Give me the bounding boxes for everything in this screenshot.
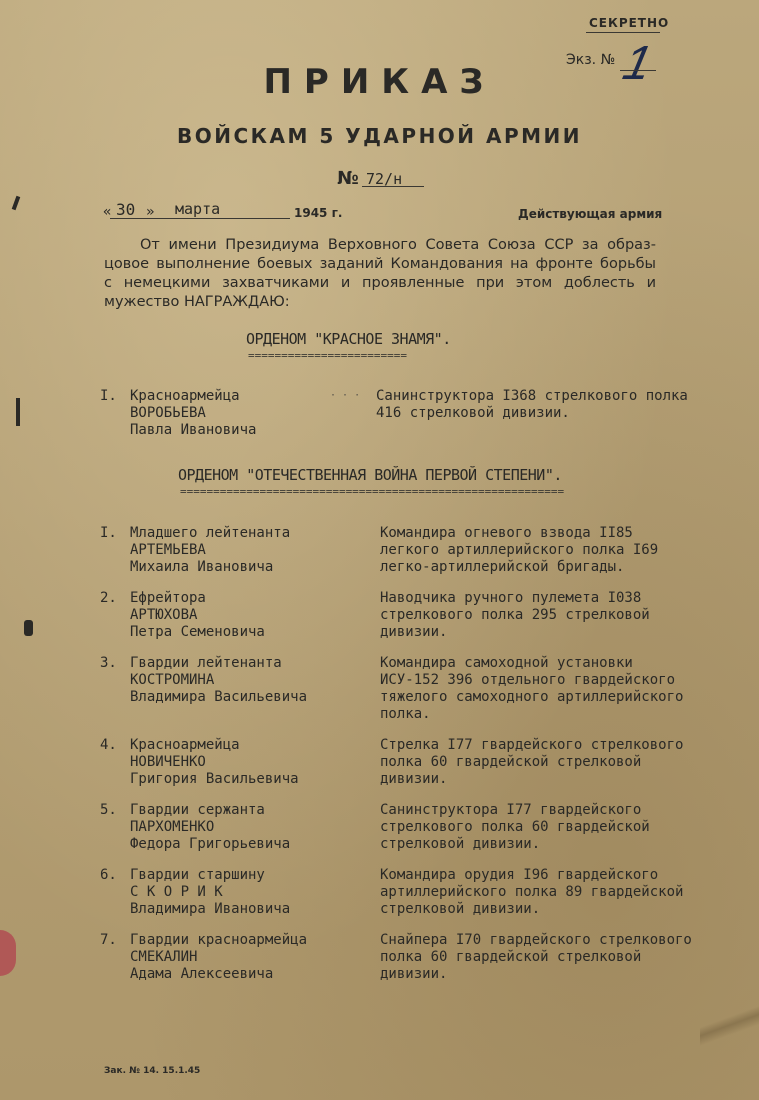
entry-number: I. xyxy=(100,525,117,541)
entry-desc-line: Командира самоходной установки xyxy=(380,655,633,671)
print-order-footer: Зак. № 14. 15.1.45 xyxy=(104,1066,201,1076)
entry-given-name: Михаила Ивановича xyxy=(130,559,274,575)
entry-desc-line: Снайпера I70 гвардейского стрелкового xyxy=(380,932,692,948)
secret-underline xyxy=(586,32,660,33)
entry-number: 2. xyxy=(100,590,117,606)
entry-desc-line: легко-артиллерийской бригады. xyxy=(380,559,625,575)
date-day: 30 xyxy=(116,200,136,219)
entry-surname: НОВИЧЕНКО xyxy=(130,754,206,770)
entry-desc-line: артиллерийского полка 89 гвардейской xyxy=(380,884,684,900)
entry-given-name: Федора Григорьевича xyxy=(130,836,291,852)
entry-desc-line: дивизии. xyxy=(380,771,448,787)
entry-number: 7. xyxy=(100,932,117,948)
entry-number: 3. xyxy=(100,655,117,671)
copy-number: 1 xyxy=(618,37,657,90)
entry-rank: Красноармейца xyxy=(130,388,240,404)
date-quote-close: » xyxy=(146,204,155,220)
stray-dots: · · · xyxy=(330,390,361,401)
section-separator: ========================================================== xyxy=(180,485,565,498)
entry-surname: СМЕКАЛИН xyxy=(130,949,198,965)
date-quote-open: « xyxy=(103,204,112,220)
entry-given-name: Петра Семеновича xyxy=(130,624,265,640)
entry-desc-line: стрелковой дивизии. xyxy=(380,901,541,917)
entry-desc-line: тяжелого самоходного артиллерийского xyxy=(380,689,684,705)
hole-punch-mark xyxy=(16,398,20,426)
entry-given-name: Владимира Ивановича xyxy=(130,901,291,917)
entry-desc-line: Стрелка I77 гвардейского стрелкового xyxy=(380,737,684,753)
entry-name xyxy=(130,867,290,918)
entry-rank: Гвардии красноармейца xyxy=(130,932,308,948)
entry-name xyxy=(130,932,307,983)
entry-description xyxy=(380,590,650,641)
entry-rank: Гвардии сержанта xyxy=(130,802,265,818)
entry-rank: Младшего лейтенанта xyxy=(130,525,291,541)
active-army-label: Действующая армия xyxy=(518,207,663,221)
entry-number: I. xyxy=(100,388,117,404)
entry-desc-line: Санинструктора I368 стрелкового полка xyxy=(376,388,688,404)
entry-name xyxy=(130,590,265,641)
entry-desc-line: полка 60 гвардейской стрелковой xyxy=(380,754,642,770)
entry-number: 5. xyxy=(100,802,117,818)
entry-desc-line: 416 стрелковой дивизии. xyxy=(376,405,570,421)
entry-desc-line: полка. xyxy=(380,706,431,722)
entry-desc-line: дивизии. xyxy=(380,624,448,640)
entry-surname: ВОРОБЬЕВА xyxy=(130,405,206,421)
entry-given-name: Владимира Васильевича xyxy=(130,689,308,705)
entry-surname: КОСТРОМИНА xyxy=(130,672,215,688)
entry-desc-line: дивизии. xyxy=(380,966,448,982)
entry-desc-line: Наводчика ручного пулемета I038 xyxy=(380,590,642,606)
entry-rank: Гвардии старшину xyxy=(130,867,265,883)
section-separator: ======================== xyxy=(248,349,407,362)
paper-fold xyxy=(700,950,759,1100)
order-number-underline xyxy=(362,186,424,187)
section-heading: ОРДЕНОМ "КРАСНОЕ ЗНАМЯ". xyxy=(246,330,451,348)
ink-blot xyxy=(24,620,33,636)
intro-line: цовое выполнение боевых заданий Командования на фронте борьбы xyxy=(104,256,656,272)
date-month: марта xyxy=(175,200,221,218)
secret-stamp: СЕКРЕТНО xyxy=(589,16,670,30)
section-heading: ОРДЕНОМ "ОТЕЧЕСТВЕННАЯ ВОЙНА ПЕРВОЙ СТЕПЕНИ". xyxy=(178,466,562,484)
entry-number: 6. xyxy=(100,867,117,883)
order-number-label: № xyxy=(337,168,359,189)
red-stain xyxy=(0,930,16,976)
entry-number: 4. xyxy=(100,737,117,753)
entry-surname: С К О Р И К xyxy=(130,884,223,900)
date-underline xyxy=(110,218,290,219)
entry-desc-line: Командира орудия I96 гвардейского xyxy=(380,867,659,883)
entry-desc-line: легкого артиллерийского полка I69 xyxy=(380,542,659,558)
entry-description xyxy=(376,388,688,422)
entry-surname: АРТЕМЬЕВА xyxy=(130,542,206,558)
entry-desc-line: стрелкового полка 60 гвардейской xyxy=(380,819,650,835)
entry-name xyxy=(130,737,299,788)
entry-desc-line: Санинструктора I77 гвардейского xyxy=(380,802,642,818)
entry-description xyxy=(380,737,683,788)
entry-rank: Красноармейца xyxy=(130,737,240,753)
entry-description xyxy=(380,802,650,853)
entry-description xyxy=(380,525,658,576)
entry-desc-line: стрелковой дивизии. xyxy=(380,836,541,852)
entry-name xyxy=(130,525,290,576)
entry-description xyxy=(380,932,692,983)
entry-desc-line: стрелкового полка 295 стрелковой xyxy=(380,607,650,623)
entry-description xyxy=(380,867,683,918)
entry-description xyxy=(380,655,683,723)
hole-punch-mark xyxy=(12,196,21,211)
entry-name xyxy=(130,655,307,706)
entry-given-name: Адама Алексеевича xyxy=(130,966,274,982)
entry-name xyxy=(130,802,290,853)
entry-surname: АРТЮХОВА xyxy=(130,607,198,623)
copy-label: Экз. № xyxy=(566,52,616,68)
intro-paragraph xyxy=(104,236,656,312)
document-title: ПРИКАЗ xyxy=(263,62,496,102)
order-number: 72/н xyxy=(366,170,403,188)
entry-rank: Ефрейтора xyxy=(130,590,206,606)
entry-name xyxy=(130,388,256,439)
intro-line: с немецкими захватчиками и проявленные при этом доблесть и xyxy=(104,275,656,291)
intro-line: мужество НАГРАЖДАЮ: xyxy=(104,294,290,310)
entry-desc-line: полка 60 гвардейской стрелковой xyxy=(380,949,642,965)
entry-given-name: Григория Васильевича xyxy=(130,771,299,787)
date-year: 1945 г. xyxy=(294,206,343,220)
intro-line: От имени Президиума Верховного Совета Союза ССР за образ- xyxy=(140,237,656,253)
entry-given-name: Павла Ивановича xyxy=(130,422,257,438)
document-subtitle: ВОЙСКАМ 5 УДАРНОЙ АРМИИ xyxy=(176,124,583,148)
entry-surname: ПАРХОМЕНКО xyxy=(130,819,215,835)
entry-desc-line: Командира огневого взвода II85 xyxy=(380,525,633,541)
entry-desc-line: ИСУ-152 396 отдельного гвардейского xyxy=(380,672,676,688)
entry-rank: Гвардии лейтенанта xyxy=(130,655,282,671)
